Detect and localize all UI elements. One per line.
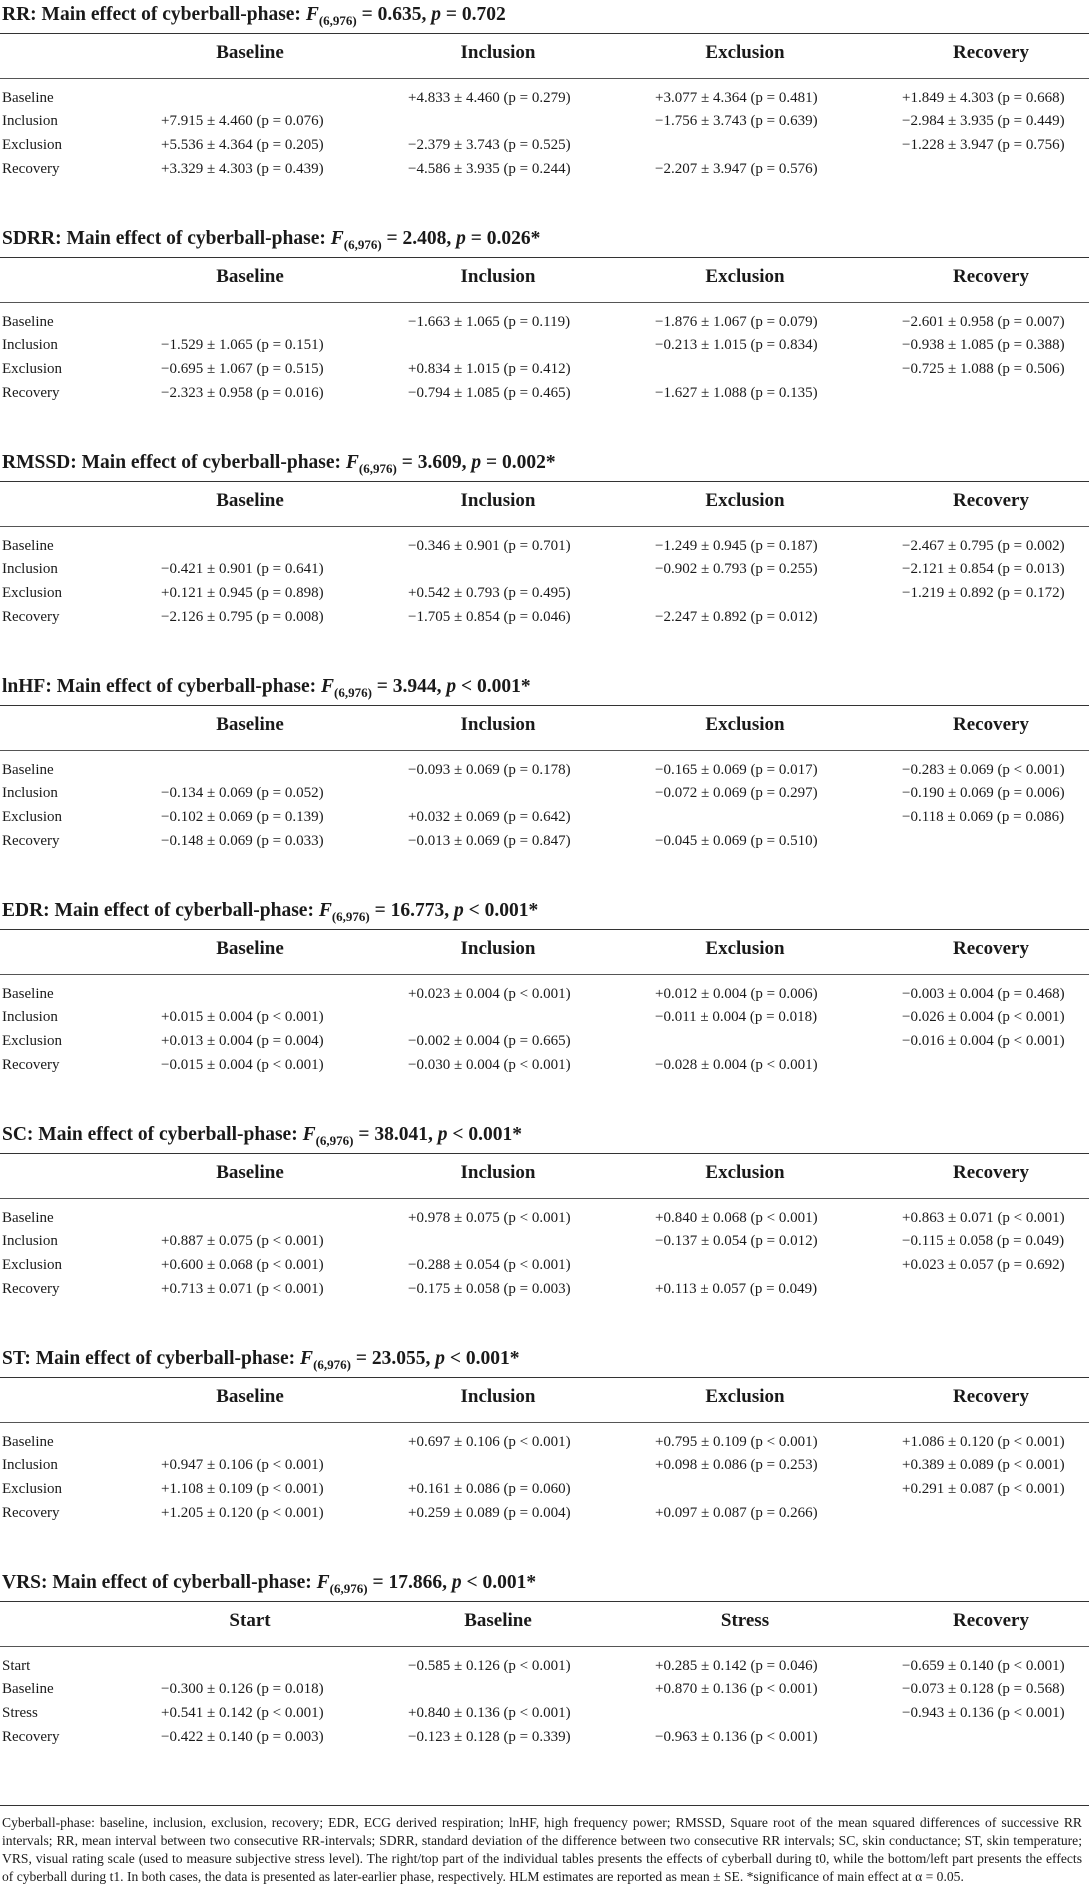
row-label: Baseline <box>2 314 54 330</box>
section-title <box>2 1120 522 1150</box>
table-cell: −0.073 ± 0.128 (p = 0.568) <box>902 1681 1065 1697</box>
column-header: Inclusion <box>460 266 536 287</box>
table-cell: +0.285 ± 0.142 (p = 0.046) <box>655 1658 818 1674</box>
table-cell: −1.249 ± 0.945 (p = 0.187) <box>655 538 818 554</box>
table-row <box>0 1275 1089 1303</box>
f-value: = 3.609, <box>396 452 472 473</box>
table-cell: −2.467 ± 0.795 (p = 0.002) <box>902 538 1065 554</box>
column-header: Exclusion <box>705 714 785 735</box>
table-cell: +3.077 ± 4.364 (p = 0.481) <box>655 90 818 106</box>
table-cell: +0.389 ± 0.089 (p < 0.001) <box>902 1457 1065 1473</box>
table-cell: +0.870 ± 0.136 (p < 0.001) <box>655 1681 818 1697</box>
column-header: Exclusion <box>705 490 785 511</box>
table-cell: +3.329 ± 4.303 (p = 0.439) <box>161 161 324 177</box>
column-header: Recovery <box>953 714 1029 735</box>
title-prefix: SDRR: Main effect of cyberball-phase: <box>2 228 331 249</box>
row-label: Exclusion <box>2 1481 62 1497</box>
table-cell: −0.725 ± 1.088 (p = 0.506) <box>902 361 1065 377</box>
p-symbol: p <box>456 228 466 249</box>
f-symbol: F <box>330 228 344 249</box>
f-degrees-of-freedom: (6,976) <box>318 13 357 28</box>
row-label: Exclusion <box>2 137 62 153</box>
table-cell: +0.795 ± 0.109 (p < 0.001) <box>655 1434 818 1450</box>
table-cell: −0.030 ± 0.004 (p < 0.001) <box>408 1057 571 1073</box>
row-label: Baseline <box>2 1681 54 1697</box>
row-label: Stress <box>2 1705 38 1721</box>
column-header: Baseline <box>216 1162 284 1183</box>
table-cell: +1.108 ± 0.109 (p < 0.001) <box>161 1481 324 1497</box>
column-header: Recovery <box>953 1386 1029 1407</box>
table-cell: −0.300 ± 0.126 (p = 0.018) <box>161 1681 324 1697</box>
row-label: Baseline <box>2 538 54 554</box>
table-cell: −1.663 ± 1.065 (p = 0.119) <box>408 314 571 330</box>
row-label: Recovery <box>2 1729 60 1745</box>
table-cell: −0.026 ± 0.004 (p < 0.001) <box>902 1009 1065 1025</box>
section-title <box>2 0 506 30</box>
column-header: Baseline <box>216 42 284 63</box>
header-rule <box>0 302 1089 303</box>
table-cell: −0.015 ± 0.004 (p < 0.001) <box>161 1057 324 1073</box>
title-prefix: RMSSD: Main effect of cyberball-phase: <box>2 452 346 473</box>
table-cell: +0.013 ± 0.004 (p = 0.004) <box>161 1033 324 1049</box>
table-cell: +0.023 ± 0.004 (p < 0.001) <box>408 986 571 1002</box>
row-label: Baseline <box>2 1434 54 1450</box>
column-header: Baseline <box>216 1386 284 1407</box>
table-cell: −2.207 ± 3.947 (p = 0.576) <box>655 161 818 177</box>
column-header: Recovery <box>953 1610 1029 1631</box>
table-cell: +0.291 ± 0.087 (p < 0.001) <box>902 1481 1065 1497</box>
p-value: = 0.702 <box>441 4 506 25</box>
table-cell: +5.536 ± 4.364 (p = 0.205) <box>161 137 324 153</box>
row-label: Recovery <box>2 609 60 625</box>
table-cell: −0.003 ± 0.004 (p = 0.468) <box>902 986 1065 1002</box>
top-rule <box>0 1153 1089 1154</box>
f-value: = 38.041, <box>353 1124 438 1145</box>
column-header: Recovery <box>953 42 1029 63</box>
p-symbol: p <box>431 4 441 25</box>
column-header: Exclusion <box>705 1386 785 1407</box>
table-cell: −0.011 ± 0.004 (p = 0.018) <box>655 1009 818 1025</box>
table-cell: −0.002 ± 0.004 (p = 0.665) <box>408 1033 571 1049</box>
p-value: < 0.001* <box>456 676 531 697</box>
table-cell: −1.876 ± 1.067 (p = 0.079) <box>655 314 818 330</box>
table-cell: +0.713 ± 0.071 (p < 0.001) <box>161 1281 324 1297</box>
f-value: = 17.866, <box>367 1572 452 1593</box>
table-cell: −0.137 ± 0.054 (p = 0.012) <box>655 1233 818 1249</box>
table-row <box>0 155 1089 183</box>
table-cell: +1.086 ± 0.120 (p < 0.001) <box>902 1434 1065 1450</box>
table-cell: −0.695 ± 1.067 (p = 0.515) <box>161 361 324 377</box>
row-label: Exclusion <box>2 1033 62 1049</box>
table-row <box>0 1051 1089 1079</box>
table-cell: −0.938 ± 1.085 (p = 0.388) <box>902 337 1065 353</box>
table-cell: −0.421 ± 0.901 (p = 0.641) <box>161 561 324 577</box>
column-header: Recovery <box>953 1162 1029 1183</box>
table-cell: −1.219 ± 0.892 (p = 0.172) <box>902 585 1065 601</box>
header-rule <box>0 526 1089 527</box>
table-cell: +0.015 ± 0.004 (p < 0.001) <box>161 1009 324 1025</box>
table-cell: −0.028 ± 0.004 (p < 0.001) <box>655 1057 818 1073</box>
column-header: Inclusion <box>460 490 536 511</box>
row-label: Exclusion <box>2 585 62 601</box>
table-cell: −0.346 ± 0.901 (p = 0.701) <box>408 538 571 554</box>
row-label: Exclusion <box>2 361 62 377</box>
column-header: Inclusion <box>460 42 536 63</box>
table-cell: −0.118 ± 0.069 (p = 0.086) <box>902 809 1065 825</box>
table-cell: +1.205 ± 0.120 (p < 0.001) <box>161 1505 324 1521</box>
f-value: = 16.773, <box>369 900 454 921</box>
f-degrees-of-freedom: (6,976) <box>313 1357 351 1372</box>
f-symbol: F <box>345 452 359 473</box>
table-cell: −0.072 ± 0.069 (p = 0.297) <box>655 785 818 801</box>
table-cell: +0.840 ± 0.068 (p < 0.001) <box>655 1210 818 1226</box>
table-cell: −0.013 ± 0.069 (p = 0.847) <box>408 833 571 849</box>
f-degrees-of-freedom: (6,976) <box>315 1133 354 1148</box>
table-cell: +0.863 ± 0.071 (p < 0.001) <box>902 1210 1065 1226</box>
table-cell: −0.213 ± 1.015 (p = 0.834) <box>655 337 818 353</box>
p-symbol: p <box>471 452 482 473</box>
column-header: Stress <box>720 1610 770 1631</box>
table-cell: −0.175 ± 0.058 (p = 0.003) <box>408 1281 571 1297</box>
table-footnote: Cyberball-phase: baseline, inclusion, exclusion, recovery; EDR, ECG derived respiration; lnHF, high frequency power; RMSSD, Square root of the mean squared differences of successive RR intervals; RR, mean interval between two consecutive RR-intervals; SDRR, standard deviation of the difference between two consecutive RR intervals; SC, skin conductance; ST, skin temperature; VRS, visual rating scale (used to measure subjective stress level). The right/top part of the individual tables presents the effects of cyberball during t0, while the bottom/left part presents the effects of cyberball during t1. In both cases, the data is presented as later-earlier phase, respectively. HLM estimates are reported as mean ± SE. *significance of main effect at α = 0.05. <box>2 1815 1082 1884</box>
table-cell: +0.541 ± 0.142 (p < 0.001) <box>161 1705 324 1721</box>
column-header: Exclusion <box>705 938 785 959</box>
title-prefix: VRS: Main effect of cyberball-phase: <box>2 1572 317 1593</box>
p-symbol: p <box>435 1348 445 1369</box>
table-cell: −1.756 ± 3.743 (p = 0.639) <box>655 113 818 129</box>
p-value: = 0.002* <box>481 452 556 473</box>
row-label: Exclusion <box>2 1257 62 1273</box>
table-cell: −0.283 ± 0.069 (p < 0.001) <box>902 762 1065 778</box>
row-label: Recovery <box>2 161 60 177</box>
p-symbol: p <box>437 1124 448 1145</box>
row-label: Recovery <box>2 1281 60 1297</box>
table-row <box>0 379 1089 407</box>
table-cell: −4.586 ± 3.935 (p = 0.244) <box>408 161 571 177</box>
row-label: Inclusion <box>2 1457 58 1473</box>
p-value: < 0.001* <box>444 1348 520 1369</box>
row-label: Baseline <box>2 1210 54 1226</box>
row-label: Baseline <box>2 90 54 106</box>
table-cell: +0.097 ± 0.087 (p = 0.266) <box>655 1505 818 1521</box>
table-cell: +0.947 ± 0.106 (p < 0.001) <box>161 1457 324 1473</box>
title-prefix: RR: Main effect of cyberball-phase: <box>2 4 306 25</box>
column-header: Recovery <box>953 938 1029 959</box>
row-label: Recovery <box>2 1505 60 1521</box>
f-symbol: F <box>305 4 319 25</box>
f-symbol: F <box>318 900 332 921</box>
row-label: Exclusion <box>2 809 62 825</box>
table-cell: −2.126 ± 0.795 (p = 0.008) <box>161 609 324 625</box>
top-rule <box>0 705 1089 706</box>
header-rule <box>0 1646 1089 1647</box>
table-cell: −0.963 ± 0.136 (p < 0.001) <box>655 1729 818 1745</box>
table-cell: −2.601 ± 0.958 (p = 0.007) <box>902 314 1065 330</box>
top-rule <box>0 481 1089 482</box>
f-value: = 0.635, <box>356 4 432 25</box>
p-value: = 0.026* <box>465 228 541 249</box>
p-symbol: p <box>446 676 457 697</box>
p-value: < 0.001* <box>463 900 539 921</box>
column-header: Inclusion <box>460 714 536 735</box>
p-symbol: p <box>451 1572 462 1593</box>
table-cell: +7.915 ± 4.460 (p = 0.076) <box>161 113 324 129</box>
f-degrees-of-freedom: (6,976) <box>334 685 372 700</box>
table-cell: −0.093 ± 0.069 (p = 0.178) <box>408 762 571 778</box>
row-label: Start <box>2 1658 31 1674</box>
column-header: Baseline <box>216 938 284 959</box>
row-label: Recovery <box>2 833 60 849</box>
f-degrees-of-freedom: (6,976) <box>331 909 370 924</box>
section-title <box>2 224 540 254</box>
title-prefix: lnHF: Main effect of cyberball-phase: <box>2 676 321 697</box>
column-header: Baseline <box>216 490 284 511</box>
table-cell: −0.585 ± 0.126 (p < 0.001) <box>408 1658 571 1674</box>
table-cell: −0.016 ± 0.004 (p < 0.001) <box>902 1033 1065 1049</box>
column-header: Inclusion <box>460 1162 536 1183</box>
table-cell: +0.887 ± 0.075 (p < 0.001) <box>161 1233 324 1249</box>
section-title <box>2 448 556 478</box>
table-cell: −0.115 ± 0.058 (p = 0.049) <box>902 1233 1065 1249</box>
table-row <box>0 1723 1089 1751</box>
row-label: Inclusion <box>2 113 58 129</box>
row-label: Inclusion <box>2 337 58 353</box>
table-cell: −0.123 ± 0.128 (p = 0.339) <box>408 1729 571 1745</box>
section-title <box>2 1568 536 1598</box>
f-degrees-of-freedom: (6,976) <box>358 461 397 476</box>
column-header: Inclusion <box>460 938 536 959</box>
table-cell: +0.542 ± 0.793 (p = 0.495) <box>408 585 571 601</box>
title-prefix: SC: Main effect of cyberball-phase: <box>2 1124 303 1145</box>
table-cell: −2.323 ± 0.958 (p = 0.016) <box>161 385 324 401</box>
table-cell: −0.148 ± 0.069 (p = 0.033) <box>161 833 324 849</box>
table-cell: +0.023 ± 0.057 (p = 0.692) <box>902 1257 1065 1273</box>
header-rule <box>0 1198 1089 1199</box>
table-cell: +0.697 ± 0.106 (p < 0.001) <box>408 1434 571 1450</box>
table-cell: +0.012 ± 0.004 (p = 0.006) <box>655 986 818 1002</box>
p-value: < 0.001* <box>461 1572 537 1593</box>
table-cell: +0.032 ± 0.069 (p = 0.642) <box>408 809 571 825</box>
table-cell: +0.600 ± 0.068 (p < 0.001) <box>161 1257 324 1273</box>
header-rule <box>0 1422 1089 1423</box>
f-value: = 2.408, <box>381 228 457 249</box>
section-title <box>2 1344 519 1374</box>
f-symbol: F <box>300 1348 314 1369</box>
table-cell: −0.102 ± 0.069 (p = 0.139) <box>161 809 324 825</box>
column-header: Exclusion <box>705 266 785 287</box>
table-cell: +0.259 ± 0.089 (p = 0.004) <box>408 1505 571 1521</box>
table-cell: +0.834 ± 1.015 (p = 0.412) <box>408 361 571 377</box>
table-cell: −0.165 ± 0.069 (p = 0.017) <box>655 762 818 778</box>
table-cell: +0.978 ± 0.075 (p < 0.001) <box>408 1210 571 1226</box>
table-cell: −1.627 ± 1.088 (p = 0.135) <box>655 385 818 401</box>
table-row <box>0 603 1089 631</box>
table-cell: −0.794 ± 1.085 (p = 0.465) <box>408 385 571 401</box>
table-cell: +1.849 ± 4.303 (p = 0.668) <box>902 90 1065 106</box>
column-header: Recovery <box>953 490 1029 511</box>
column-header: Baseline <box>464 1610 532 1631</box>
row-label: Recovery <box>2 1057 60 1073</box>
table-cell: −0.190 ± 0.069 (p = 0.006) <box>902 785 1065 801</box>
header-rule <box>0 750 1089 751</box>
top-rule <box>0 1377 1089 1378</box>
top-rule <box>0 1601 1089 1602</box>
f-symbol: F <box>320 676 334 697</box>
top-rule <box>0 929 1089 930</box>
table-cell: +0.161 ± 0.086 (p = 0.060) <box>408 1481 571 1497</box>
table-cell: −2.247 ± 0.892 (p = 0.012) <box>655 609 818 625</box>
table-cell: −1.529 ± 1.065 (p = 0.151) <box>161 337 324 353</box>
table-cell: +0.121 ± 0.945 (p = 0.898) <box>161 585 324 601</box>
p-symbol: p <box>454 900 464 921</box>
column-header: Inclusion <box>460 1386 536 1407</box>
column-header: Baseline <box>216 714 284 735</box>
f-symbol: F <box>316 1572 330 1593</box>
top-rule <box>0 33 1089 34</box>
f-degrees-of-freedom: (6,976) <box>329 1581 368 1596</box>
table-cell: −1.228 ± 3.947 (p = 0.756) <box>902 137 1065 153</box>
table-cell: −1.705 ± 0.854 (p = 0.046) <box>408 609 571 625</box>
table-row <box>0 1499 1089 1527</box>
footnote-divider <box>0 1805 1089 1806</box>
row-label: Recovery <box>2 385 60 401</box>
section-title <box>2 672 531 702</box>
header-rule <box>0 78 1089 79</box>
table-row <box>0 827 1089 855</box>
table-cell: −0.045 ± 0.069 (p = 0.510) <box>655 833 818 849</box>
column-header: Recovery <box>953 266 1029 287</box>
section-title <box>2 896 538 926</box>
table-cell: −0.943 ± 0.136 (p < 0.001) <box>902 1705 1065 1721</box>
row-label: Inclusion <box>2 1009 58 1025</box>
f-value: = 23.055, <box>350 1348 436 1369</box>
column-header: Exclusion <box>705 1162 785 1183</box>
table-cell: +0.113 ± 0.057 (p = 0.049) <box>655 1281 818 1297</box>
p-value: < 0.001* <box>447 1124 523 1145</box>
column-header: Start <box>229 1610 271 1631</box>
column-header: Baseline <box>216 266 284 287</box>
table-cell: +0.098 ± 0.086 (p = 0.253) <box>655 1457 818 1473</box>
table-cell: −2.121 ± 0.854 (p = 0.013) <box>902 561 1065 577</box>
table-cell: −2.984 ± 3.935 (p = 0.449) <box>902 113 1065 129</box>
row-label: Baseline <box>2 762 54 778</box>
table-cell: −0.134 ± 0.069 (p = 0.052) <box>161 785 324 801</box>
row-label: Baseline <box>2 986 54 1002</box>
row-label: Inclusion <box>2 1233 58 1249</box>
top-rule <box>0 257 1089 258</box>
f-symbol: F <box>302 1124 316 1145</box>
table-cell: −0.659 ± 0.140 (p < 0.001) <box>902 1658 1065 1674</box>
table-cell: +4.833 ± 4.460 (p = 0.279) <box>408 90 571 106</box>
table-cell: −0.902 ± 0.793 (p = 0.255) <box>655 561 818 577</box>
row-label: Inclusion <box>2 785 58 801</box>
f-degrees-of-freedom: (6,976) <box>343 237 382 252</box>
table-cell: −0.288 ± 0.054 (p < 0.001) <box>408 1257 571 1273</box>
f-value: = 3.944, <box>371 676 447 697</box>
table-cell: −2.379 ± 3.743 (p = 0.525) <box>408 137 571 153</box>
header-rule <box>0 974 1089 975</box>
table-cell: +0.840 ± 0.136 (p < 0.001) <box>408 1705 571 1721</box>
title-prefix: EDR: Main effect of cyberball-phase: <box>2 900 319 921</box>
column-header: Exclusion <box>705 42 785 63</box>
title-prefix: ST: Main effect of cyberball-phase: <box>2 1348 301 1369</box>
row-label: Inclusion <box>2 561 58 577</box>
table-cell: −0.422 ± 0.140 (p = 0.003) <box>161 1729 324 1745</box>
